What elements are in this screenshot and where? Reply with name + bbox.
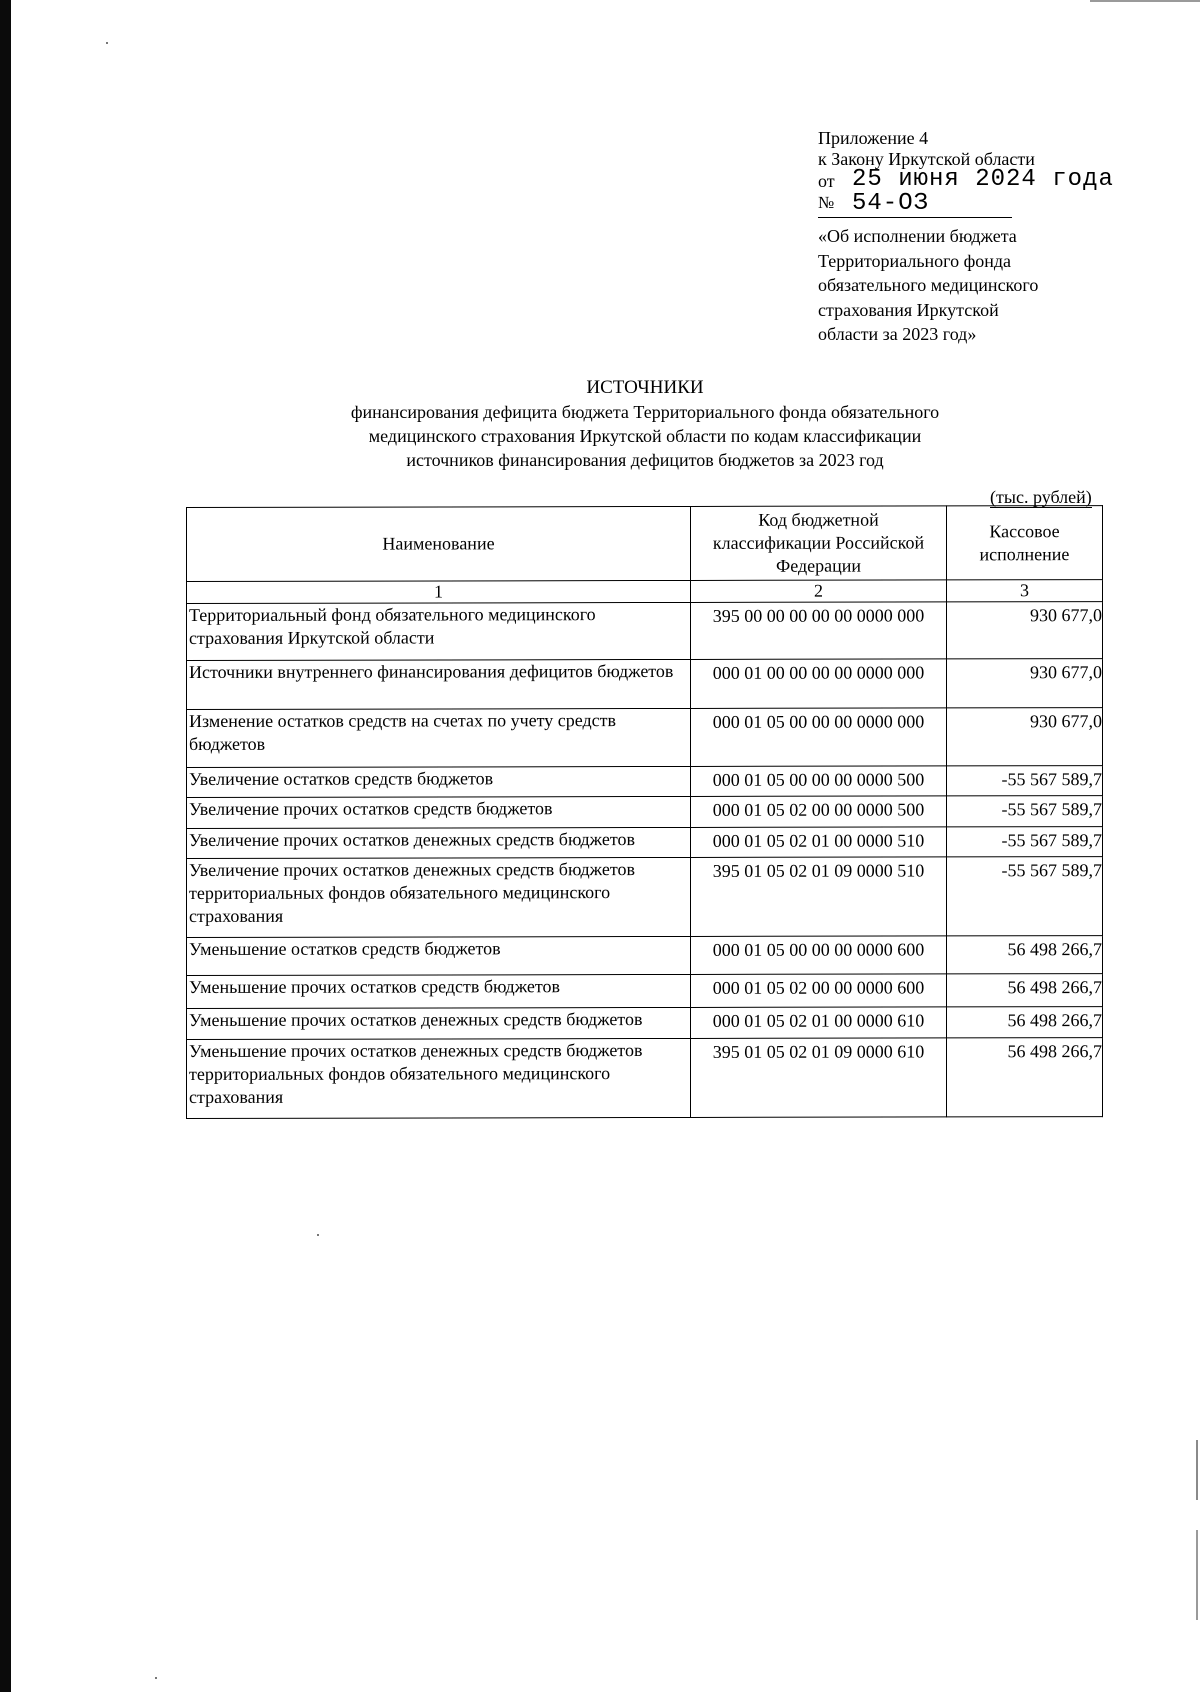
scan-border-top: [1090, 0, 1200, 2]
column-number: 2: [691, 580, 947, 603]
law-date-stamp: [818, 166, 1118, 218]
law-number: 54-ОЗ: [852, 190, 930, 217]
row-code: 000 01 05 00 00 00 0000 000: [691, 708, 947, 767]
row-name: Уменьшение остатков средств бюджетов: [187, 936, 691, 975]
row-name: Увеличение прочих остатков денежных средств бюджетов территориальных фондов обязательного медицинского страхования: [187, 857, 691, 937]
law-title-line: области за 2023 год»: [818, 324, 977, 344]
table-header-row: [187, 506, 1103, 582]
table-row: [187, 1007, 1103, 1040]
row-code: 000 01 05 02 01 00 0000 510: [691, 827, 947, 858]
row-name: Изменение остатков средств на счетах по учету средств бюджетов: [187, 708, 691, 767]
row-name: Увеличение прочих остатков денежных средств бюджетов: [187, 827, 691, 858]
row-name: Уменьшение прочих остатков денежных средств бюджетов: [187, 1007, 691, 1039]
table-row: [187, 708, 1103, 768]
row-value: 56 498 266,7: [947, 1038, 1103, 1117]
appendix-number: Приложение 4: [818, 128, 929, 148]
scan-border-right: [1196, 1440, 1198, 1500]
scan-speck: [317, 1234, 319, 1236]
row-name: Уменьшение прочих остатков денежных средств бюджетов территориальных фондов обязательного медицинского страхования: [187, 1038, 691, 1118]
row-code: 000 01 05 02 00 00 0000 600: [691, 974, 947, 1008]
law-title-line: Территориального фонда: [818, 250, 1012, 271]
row-code: 000 01 05 00 00 00 0000 600: [691, 936, 947, 975]
scan-border-left: [0, 0, 11, 1692]
row-value: -55 567 589,7: [947, 766, 1103, 796]
document-subtitle-line: медицинского страхования Иркутской области по кодам классификации: [368, 426, 922, 446]
table-row: [187, 602, 1103, 661]
document-title: ИСТОЧНИКИ: [586, 377, 704, 398]
row-code: 395 01 05 02 01 09 0000 610: [691, 1038, 947, 1118]
document-subtitle-line: финансирования дефицита бюджета Территориального фонда обязательного: [350, 402, 940, 422]
table-row: [187, 766, 1103, 798]
table-row: [187, 659, 1103, 710]
row-code: 395 00 00 00 00 00 0000 000: [691, 602, 947, 660]
appendix-law-reference: к Закону Иркутской области: [818, 149, 1035, 169]
row-name: Уменьшение прочих остатков средств бюджетов: [187, 974, 691, 1008]
date-prefix: от: [818, 171, 835, 191]
row-value: -55 567 589,7: [947, 857, 1103, 936]
law-title-line: страхования Иркутской: [818, 299, 999, 320]
row-code: 000 01 05 00 00 00 0000 500: [691, 766, 947, 797]
scan-speck: [155, 1677, 157, 1679]
table-row: [187, 796, 1103, 829]
number-prefix: №: [818, 193, 835, 212]
header-name: Наименование: [187, 506, 691, 581]
row-code: 395 01 05 02 01 09 0000 510: [691, 857, 947, 937]
column-number-row: [187, 580, 1103, 604]
column-number: 3: [947, 580, 1103, 602]
row-value: 930 677,0: [947, 602, 1103, 659]
law-title: [818, 224, 1118, 347]
table-row: [187, 974, 1103, 1009]
document-subtitle-line: источников финансирования дефицитов бюджетов за 2023 год: [406, 450, 884, 470]
appendix-header: [818, 128, 1118, 347]
stamp-underline: [818, 217, 1012, 218]
table-row: [187, 1038, 1103, 1119]
row-code: 000 01 05 02 01 00 0000 610: [691, 1007, 947, 1039]
row-value: 930 677,0: [947, 708, 1103, 766]
row-name: Источники внутреннего финансирования дефицитов бюджетов: [187, 659, 691, 709]
scan-speck: [106, 42, 108, 44]
header-execution: Кассовое исполнение: [947, 506, 1103, 580]
table-row: [187, 827, 1103, 859]
row-code: 000 01 05 02 00 00 0000 500: [691, 796, 947, 828]
row-value: 56 498 266,7: [947, 1007, 1103, 1038]
row-value: 56 498 266,7: [947, 974, 1103, 1007]
sources-table: [186, 505, 1103, 1119]
row-name: Увеличение прочих остатков средств бюджетов: [187, 796, 691, 828]
row-value: 56 498 266,7: [947, 936, 1103, 974]
row-value: 930 677,0: [947, 659, 1103, 708]
row-value: -55 567 589,7: [947, 796, 1103, 827]
table-row: [187, 857, 1103, 938]
law-title-line: обязательного медицинского: [818, 275, 1039, 295]
units-label: (тыс. рублей): [990, 487, 1092, 507]
document-heading: [250, 376, 1040, 472]
column-number: 1: [187, 580, 691, 603]
header-code: Код бюджетной классификации Российской Федерации: [691, 506, 947, 581]
row-code: 000 01 00 00 00 00 0000 000: [691, 659, 947, 709]
table-row: [187, 936, 1103, 976]
scan-border-right-lower: [1196, 1530, 1198, 1620]
law-date: 25 июня 2024 года: [852, 166, 1114, 193]
row-value: -55 567 589,7: [947, 827, 1103, 857]
law-title-line: «Об исполнении бюджета: [818, 226, 1017, 246]
row-name: Увеличение остатков средств бюджетов: [187, 766, 691, 797]
row-name: Территориальный фонд обязательного медицинского страхования Иркутской области: [187, 602, 691, 660]
